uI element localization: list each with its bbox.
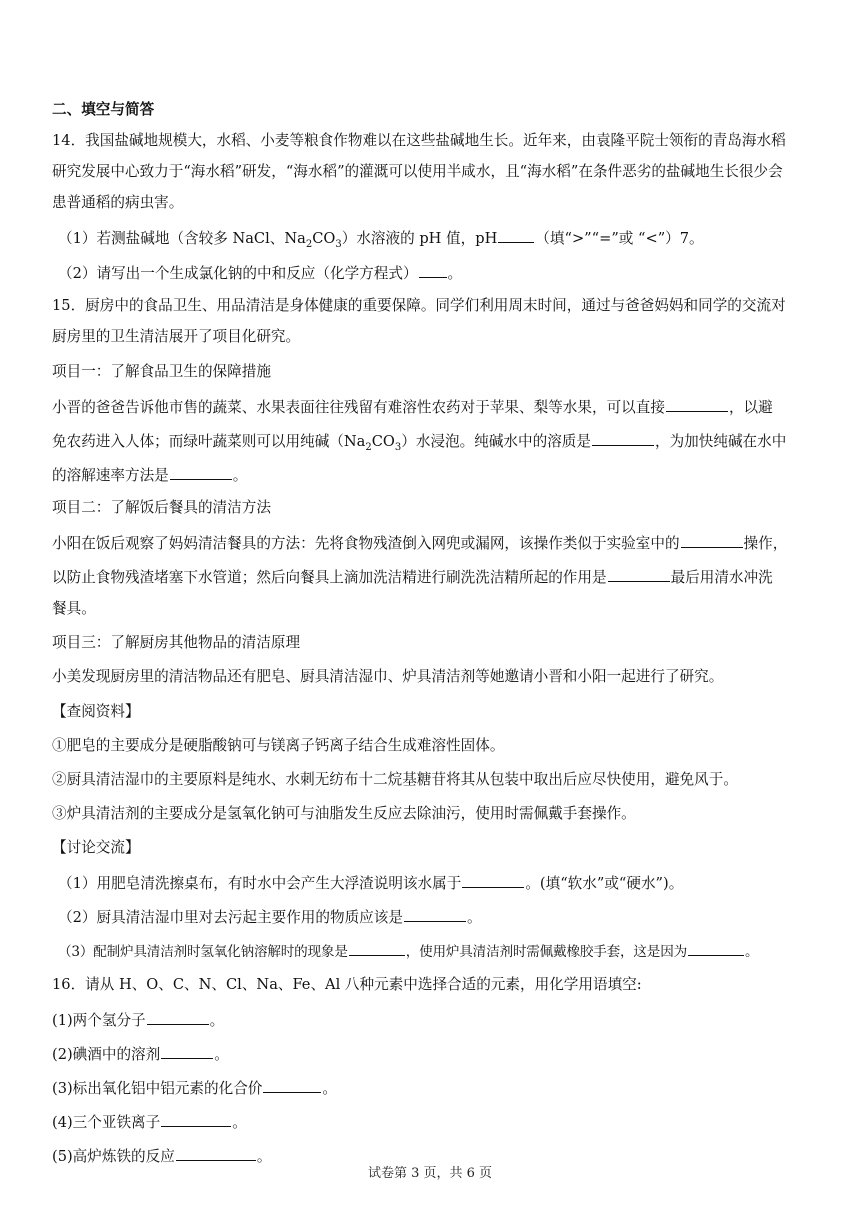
q14-intro-line-3: 患普通稻的病虫害。 [52,194,184,211]
q15-project-3-title: 项目三：了解厨房其他物品的清洁原理 [52,634,301,651]
q15-discussion-3: （3）配制炉具清洁剂时氢氧化钠溶解时的现象是 ，使用炉具清洁剂时需佩戴橡胶手套，这是因为 。 [58,940,840,962]
answer-blank[interactable] [592,430,654,446]
q15-project-3-line-1: 小美发现厨房里的清洁物品还有肥皂、厨具清洁湿巾、炉具清洁剂等她邀请小晋和小阳一起进行了研究。 [52,668,724,685]
q15-discussion-2: （2）厨具清洁湿巾里对去污起主要作用的物质应该是 。 [58,906,840,928]
answer-blank[interactable] [666,396,728,412]
answer-blank[interactable] [170,464,232,480]
q16-item-4: (4)三个亚铁离子 。 [52,1111,840,1133]
answer-blank[interactable] [176,1145,256,1161]
q14-part-2: （2）请写出一个生成氯化钠的中和反应（化学方程式） 。 [58,262,840,284]
q14-intro-line-2: 研究发展中心致力于“海水稻”研发，“海水稻”的灌溉可以使用半咸水，且“海水稻”在条件恶劣的盐碱地生长很少会 [52,163,783,180]
answer-blank[interactable] [349,940,405,956]
q15-reference-2: ②厨具清洁湿巾的主要原料是纯水、水刺无纺布十二烷基糖苷将其从包装中取出后应尽快使用，避免风于。 [52,771,738,788]
q15-discussion-title: 【讨论交流】 [52,839,140,856]
page-footer: 试卷第 3 页，共 6 页 [367,1166,493,1181]
q14-intro-line-1: 14．我国盐碱地规模大，水稻、小麦等粮食作物难以在这些盐碱地生长。近年来，由袁隆平院士领衔的青岛海水稻 [52,132,786,149]
q15-project-2-title: 项目二：了解饭后餐具的清洁方法 [52,499,271,516]
q14-part-1: （1）若测盐碱地（含较多 NaCl、$Na_2CO_3$）水溶液的 pH 值，pH （填“>”“=”或 “<”）7。 [58,227,840,249]
answer-blank[interactable] [498,227,534,243]
q16-intro: 16．请从 H、O、C、N、Cl、Na、Fe、Al 八种元素中选择合适的元素，用化学用语填空: [52,976,642,993]
answer-blank[interactable] [263,1077,321,1093]
q15-reference-title: 【查阅资料】 [52,703,140,720]
q15-project-1-line-1: 小晋的爸爸告诉他市售的蔬菜、水果表面往往残留有难溶性农药对于苹果、梨等水果，可以直接 ，以避 [52,396,840,418]
q15-discussion-1: （1）用肥皂清洗擦桌布，有时水中会产生大浮渣说明该水属于 。(填“软水”或“硬水”)。 [58,872,840,894]
q15-reference-1: ①肥皂的主要成分是硬脂酸钠可与镁离子钙离子结合生成难溶性固体。 [52,737,505,754]
answer-blank[interactable] [462,872,524,888]
q15-intro-line-2: 厨房里的卫生清洁展开了项目化研究。 [52,328,301,345]
q15-project-1-title: 项目一：了解食品卫生的保障措施 [52,363,271,380]
q16-item-2: (2)碘酒中的溶剂 。 [52,1043,840,1065]
q15-reference-3: ③炉具清洁剂的主要成分是氢氧化钠可与油脂发生反应去除油污，使用时需佩戴手套操作。 [52,805,636,822]
answer-blank[interactable] [681,532,743,548]
answer-blank[interactable] [608,566,670,582]
q16-item-3: (3)标出氧化铝中铝元素的化合价 。 [52,1077,840,1099]
q15-project-2-line-2: 以防止食物残渣堵塞下水管道；然后向餐具上滴加洗洁精进行刷洗洗洁精所起的作用是 最后用清水冲洗 [52,566,840,588]
answer-blank[interactable] [147,1009,209,1025]
q15-project-2-line-1: 小阳在饭后观察了妈妈清洁餐具的方法：先将食物残渣倒入网兜或漏网，该操作类似于实验室中的 操作， [52,532,840,554]
answer-blank[interactable] [404,906,466,922]
q16-item-1: (1)两个氢分子 。 [52,1009,840,1031]
answer-blank[interactable] [419,262,447,278]
answer-blank[interactable] [161,1111,231,1127]
q15-intro-line-1: 15．厨房中的食品卫生、用品清洁是身体健康的重要保障。同学们利用周末时间，通过与爸爸妈妈和同学的交流对 [52,297,786,314]
q15-project-1-line-2: 免农药进入人体；而绿叶蔬菜则可以用纯碱$(Na_2CO_3)$水浸泡。纯碱水中的溶质是 ，为加快纯碱在水中 [52,430,840,452]
q15-project-1-line-3: 的溶解速率方法是 。 [52,464,840,486]
answer-blank[interactable] [688,940,744,956]
answer-blank[interactable] [161,1043,213,1059]
q15-project-2-line-3: 餐具。 [52,600,96,617]
section-title: 二、填空与简答 [52,101,155,118]
q16-item-5: (5)高炉炼铁的反应 。 [52,1145,840,1167]
